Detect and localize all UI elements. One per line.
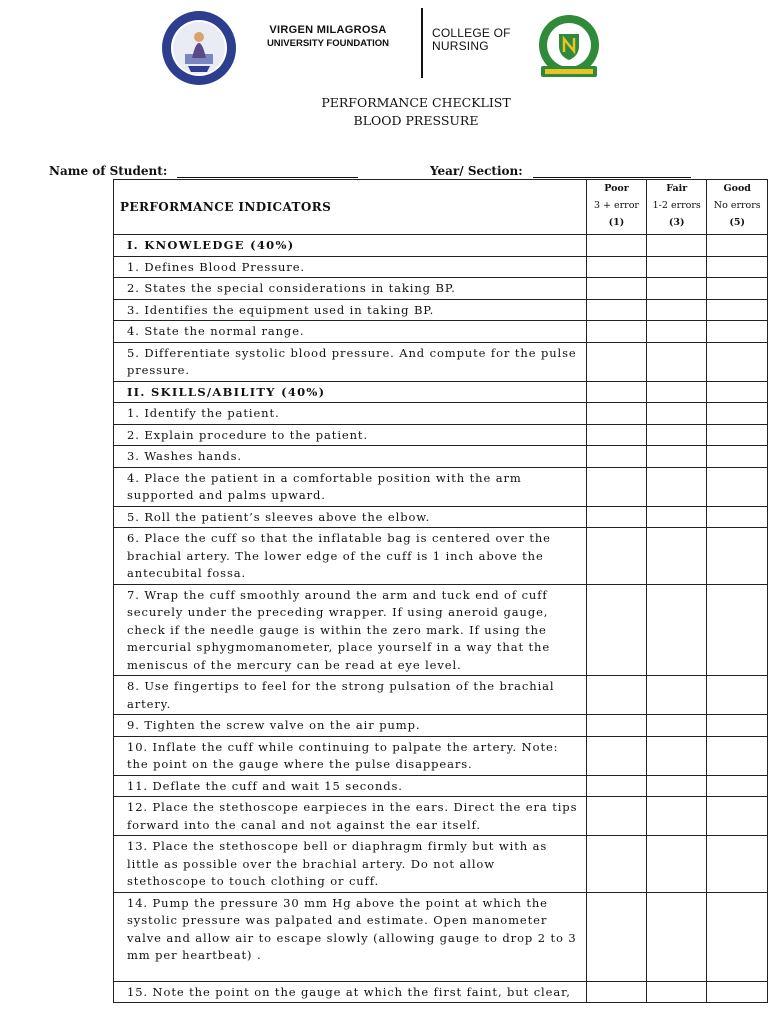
score-cell-poor[interactable] [586,403,646,425]
document-title: PERFORMANCE CHECKLIST [321,95,511,110]
table-row [114,715,768,737]
score-cell-good[interactable] [707,403,768,425]
indicators-header: PERFORMANCE INDICATORS [114,180,587,235]
indicator-text: 14. Pump the pressure 30 mm Hg above the point at which the systolic pressure was palpated and estimate. Open manometer valve and allow air to escape slowly (allowing gauge to drop 2 to 3 mm per heartbeat) . [114,892,587,981]
indicator-text: 2. Explain procedure to the patient. [114,424,587,446]
indicator-text: 9. Tighten the screw valve on the air pump. [114,715,587,737]
year-section-field [430,164,691,178]
score-cell-good[interactable] [707,981,768,1003]
table-row [114,736,768,775]
indicator-text: 13. Place the stethoscope bell or diaphragm firmly but with as little as possible over the brachial artery. Do not allow stethoscope to touch clothing or cuff. [114,836,587,893]
section-heading: I. KNOWLEDGE (40%) [114,235,587,257]
score-cell-poor[interactable] [586,342,646,381]
table-row [114,797,768,836]
score-cell-good[interactable] [707,424,768,446]
year-section-blank[interactable] [533,165,691,178]
nursing-seal-icon [531,14,607,80]
score-cell-fair[interactable] [646,506,707,528]
table-row [114,584,768,676]
table-row [114,981,768,1003]
score-cell-good[interactable] [707,506,768,528]
table-row [114,836,768,893]
table-row [114,467,768,506]
year-section-label: Year/ Section: [430,164,523,178]
score-cell-fair[interactable] [646,424,707,446]
student-name-blank[interactable] [177,165,358,178]
score-cell-good[interactable] [707,775,768,797]
score-cell-fair[interactable] [646,797,707,836]
university-name [248,24,408,50]
score-cell-poor[interactable] [586,584,646,676]
indicator-text: 1. Defines Blood Pressure. [114,256,587,278]
score-cell-poor[interactable] [586,797,646,836]
score-cell-good[interactable] [707,528,768,585]
student-name-field [49,164,358,178]
score-cell-good[interactable] [707,797,768,836]
score-cell-fair[interactable] [646,467,707,506]
score-cell-fair[interactable] [646,278,707,300]
indicator-text: 5. Roll the patient’s sleeves above the elbow. [114,506,587,528]
score-cell-poor[interactable] [586,836,646,893]
indicator-text: 2. States the special considerations in taking BP. [114,278,587,300]
score-cell-good[interactable] [707,715,768,737]
table-row [114,403,768,425]
score-cell-good[interactable] [707,446,768,468]
score-cell-poor[interactable] [586,715,646,737]
score-cell-poor[interactable] [586,446,646,468]
score-cell-good[interactable] [707,736,768,775]
indicator-text: 12. Place the stethoscope earpieces in the ears. Direct the era tips forward into the canal and not against the ear itself. [114,797,587,836]
score-cell-poor[interactable] [586,981,646,1003]
score-cell-poor[interactable] [586,321,646,343]
score-cell-good[interactable] [707,235,768,257]
table-row [114,278,768,300]
score-cell-good[interactable] [707,584,768,676]
score-cell-fair[interactable] [646,321,707,343]
score-cell-good[interactable] [707,299,768,321]
score-cell-poor[interactable] [586,381,646,403]
table-row [114,342,768,381]
score-cell-fair[interactable] [646,381,707,403]
score-cell-fair[interactable] [646,235,707,257]
student-name-label: Name of Student: [49,164,168,178]
indicator-text: 7. Wrap the cuff smoothly around the arm and tuck end of cuff securely under the preceding wrapper. If using aneroid gauge, check if the needle gauge is within the zero mark. If using the mercurial sphygmomanometer, place yourself in a way that the meniscus of the mercury can be read at eye level. [114,584,587,676]
table-row [114,892,768,981]
table-header-row [114,180,768,235]
table-row [114,299,768,321]
score-cell-poor[interactable] [586,467,646,506]
university-name-line2: UNIVERSITY FOUNDATION [266,37,390,49]
poor-column-header: Poor 3 + error (1) [586,180,646,235]
indicator-text: 1. Identify the patient. [114,403,587,425]
score-cell-good[interactable] [707,278,768,300]
score-cell-poor[interactable] [586,278,646,300]
indicator-text: 5. Differentiate systolic blood pressure. And compute for the pulse pressure. [114,342,587,381]
section-row [114,235,768,257]
section-heading: II. SKILLS/ABILITY (40%) [114,381,587,403]
score-cell-poor[interactable] [586,506,646,528]
performance-checklist-table [113,179,768,1003]
score-cell-fair[interactable] [646,584,707,676]
indicator-text: 10. Inflate the cuff while continuing to palpate the artery. Note: the point on the gauge where the pulse disappears. [114,736,587,775]
indicator-text: 15. Note the point on the gauge at which the first faint, but clear, [114,981,587,1003]
table-row [114,321,768,343]
score-cell-poor[interactable] [586,256,646,278]
university-seal-icon [161,10,237,86]
score-cell-poor[interactable] [586,676,646,715]
college-name-line1: COLLEGE OF [432,26,511,40]
score-cell-fair[interactable] [646,299,707,321]
college-name [432,27,511,53]
document-subtitle: BLOOD PRESSURE [353,113,479,128]
good-column-header: Good No errors (5) [707,180,768,235]
score-cell-fair[interactable] [646,528,707,585]
section-row [114,381,768,403]
score-cell-poor[interactable] [586,775,646,797]
table-row [114,506,768,528]
indicator-text: 8. Use fingertips to feel for the strong pulsation of the brachial artery. [114,676,587,715]
university-name-line1: VIRGEN MILAGROSA [269,24,387,36]
score-cell-fair[interactable] [646,892,707,981]
score-cell-poor[interactable] [586,736,646,775]
table-row [114,256,768,278]
score-cell-fair[interactable] [646,715,707,737]
score-cell-poor[interactable] [586,299,646,321]
score-cell-good[interactable] [707,342,768,381]
score-cell-good[interactable] [707,676,768,715]
checklist-body [114,180,768,1003]
score-cell-fair[interactable] [646,342,707,381]
score-cell-good[interactable] [707,256,768,278]
score-cell-fair[interactable] [646,676,707,715]
table-row [114,676,768,715]
score-cell-fair[interactable] [646,775,707,797]
score-cell-fair[interactable] [646,446,707,468]
score-cell-poor[interactable] [586,528,646,585]
score-cell-fair[interactable] [646,736,707,775]
header-divider [421,8,423,78]
indicator-text: 4. State the normal range. [114,321,587,343]
score-cell-fair[interactable] [646,981,707,1003]
table-row [114,424,768,446]
score-cell-poor[interactable] [586,424,646,446]
table-row [114,775,768,797]
score-cell-poor[interactable] [586,892,646,981]
indicator-text: 4. Place the patient in a comfortable position with the arm supported and palms upward. [114,467,587,506]
college-name-line2: NURSING [432,39,489,53]
score-cell-fair[interactable] [646,836,707,893]
table-row [114,446,768,468]
score-cell-good[interactable] [707,836,768,893]
score-cell-fair[interactable] [646,256,707,278]
table-row [114,528,768,585]
indicator-text: 6. Place the cuff so that the inflatable bag is centered over the brachial artery. The lower edge of the cuff is 1 inch above the antecubital fossa. [114,528,587,585]
score-cell-good[interactable] [707,892,768,981]
score-cell-fair[interactable] [646,403,707,425]
score-cell-poor[interactable] [586,235,646,257]
score-cell-good[interactable] [707,381,768,403]
indicator-text: 3. Washes hands. [114,446,587,468]
score-cell-good[interactable] [707,467,768,506]
indicator-text: 11. Deflate the cuff and wait 15 seconds. [114,775,587,797]
fair-column-header: Fair 1-2 errors (3) [646,180,707,235]
score-cell-good[interactable] [707,321,768,343]
indicator-text: 3. Identifies the equipment used in taking BP. [114,299,587,321]
